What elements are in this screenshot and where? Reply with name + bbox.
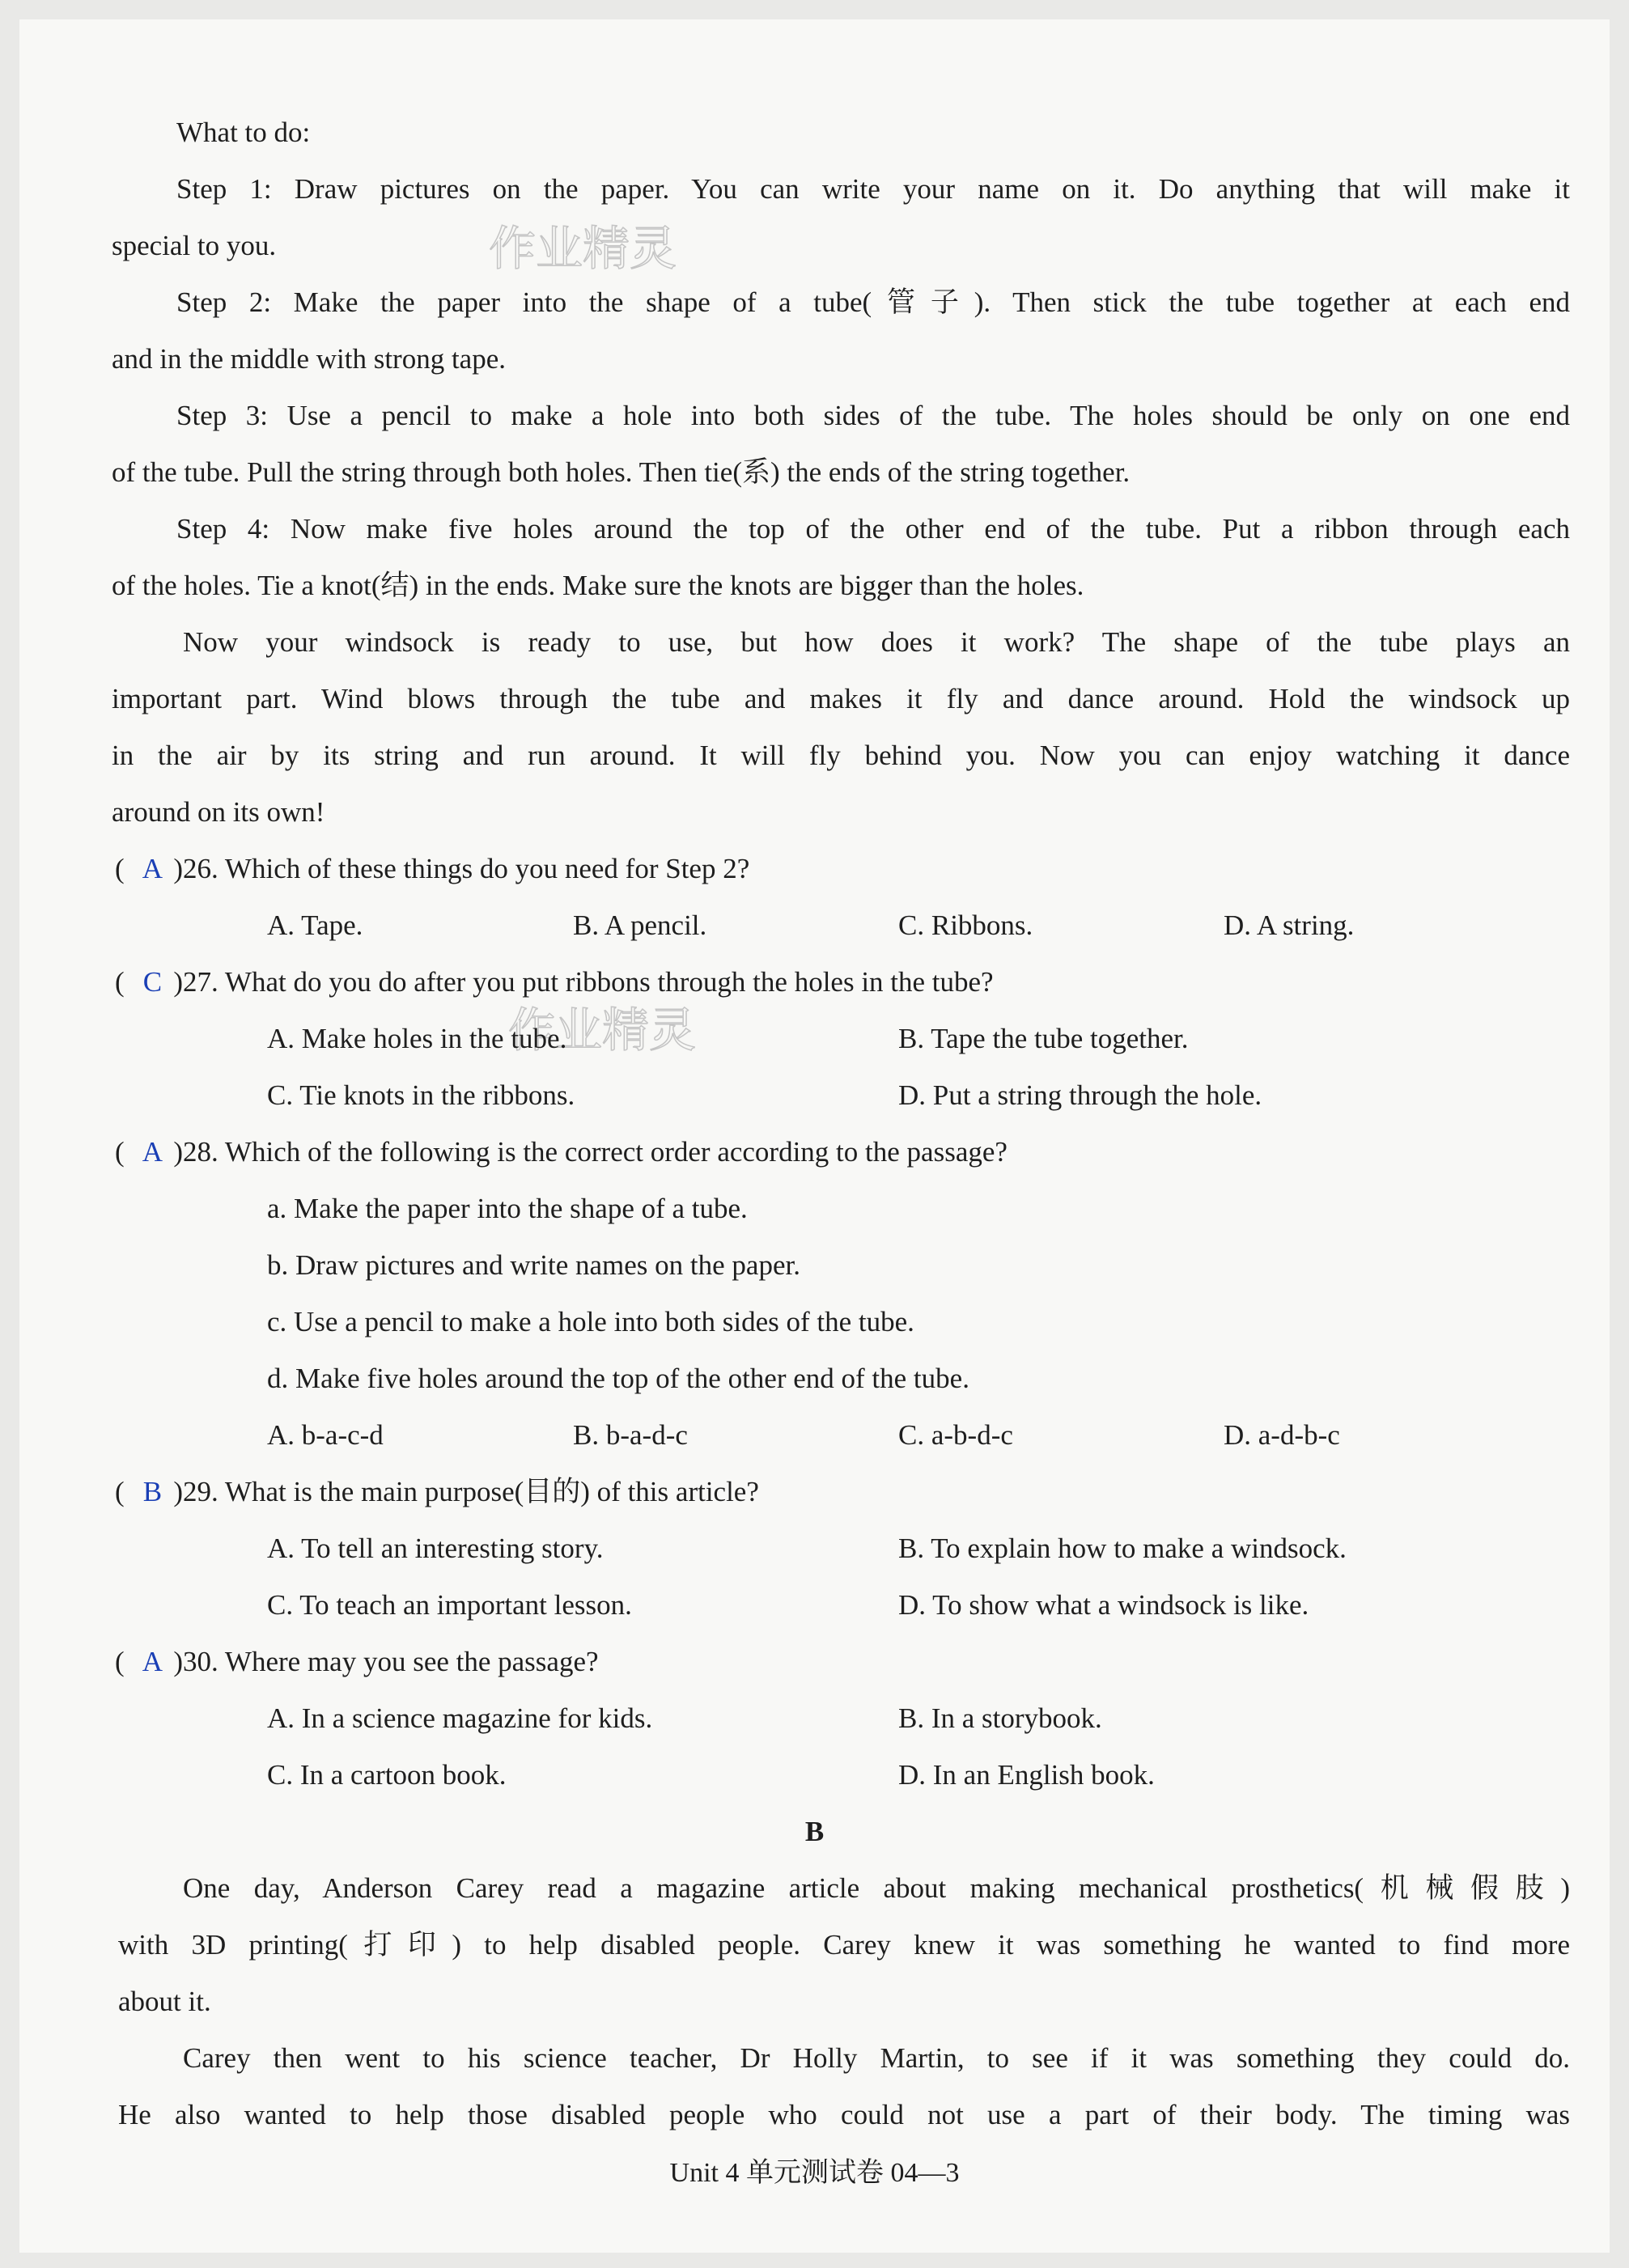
question-stem: )29. What is the main purpose(目的) of this article? xyxy=(173,1476,759,1507)
worksheet-page xyxy=(19,19,1610,2253)
section-b-p1-line-2: with 3D printing(打印) to help disabled people. Carey knew it was something he wanted to find more xyxy=(118,1929,1570,1961)
section-b-p1-line-3: about it. xyxy=(118,1986,211,2017)
q26-option-d: D. A string. xyxy=(1224,909,1355,941)
question-stem: )28. Which of the following is the correct order according to the passage? xyxy=(173,1136,1008,1168)
q29-option-a: A. To tell an interesting story. xyxy=(267,1532,604,1564)
step-1-line-1: Step 1: Draw pictures on the paper. You can write your name on it. Do anything that will make it xyxy=(176,173,1570,205)
what-to-do-heading: What to do: xyxy=(176,117,311,148)
q27-option-c: C. Tie knots in the ribbons. xyxy=(267,1079,575,1111)
answer-paren-open: ( xyxy=(115,966,125,998)
answer-paren-open: ( xyxy=(115,853,125,884)
question-26 xyxy=(115,851,749,887)
closing-line-4: around on its own! xyxy=(112,796,325,828)
answer-paren-open: ( xyxy=(115,1476,125,1507)
q28-option-c: C. a-b-d-c xyxy=(898,1419,1013,1451)
step-4-line-1: Step 4: Now make five holes around the top of the other end of the tube. Put a ribbon through each xyxy=(176,513,1570,545)
closing-line-1: Now your windsock is ready to use, but how does it work? The shape of the tube plays an xyxy=(183,626,1570,658)
question-stem: )27. What do you do after you put ribbons through the holes in the tube? xyxy=(173,966,994,998)
section-b-p2-line-1: Carey then went to his science teacher, Dr Holly Martin, to see if it was something they could do. xyxy=(183,2042,1570,2074)
closing-line-3: in the air by its string and run around. It will fly behind you. Now you can enjoy watching it dance xyxy=(112,740,1570,771)
q30-option-c: C. In a cartoon book. xyxy=(267,1759,507,1791)
step-2-line-2: and in the middle with strong tape. xyxy=(112,343,506,375)
answer-mark: B xyxy=(142,1476,163,1507)
q26-option-b: B. A pencil. xyxy=(573,909,707,941)
question-28 xyxy=(115,1134,1008,1170)
answer-mark: A xyxy=(142,1646,163,1677)
question-stem: )26. Which of these things do you need for Step 2? xyxy=(173,853,750,884)
step-2-line-1: Step 2: Make the paper into the shape of a tube(管子). Then stick the tube together at each end xyxy=(176,286,1570,318)
q26-option-c: C. Ribbons. xyxy=(898,909,1033,941)
q28-item-a: a. Make the paper into the shape of a tube. xyxy=(267,1193,748,1224)
q30-option-d: D. In an English book. xyxy=(898,1759,1155,1791)
q28-option-d: D. a-d-b-c xyxy=(1224,1419,1340,1451)
step-3-line-2: of the tube. Pull the string through both holes. Then tie(系) the ends of the string together. xyxy=(112,456,1131,488)
q27-option-a: A. Make holes in the tube. xyxy=(267,1023,567,1054)
section-b-heading: B xyxy=(804,1816,825,1847)
q29-option-c: C. To teach an important lesson. xyxy=(267,1589,632,1621)
closing-line-2: important part. Wind blows through the tube and makes it fly and dance around. Hold the windsock up xyxy=(112,683,1570,714)
q29-option-b: B. To explain how to make a windsock. xyxy=(898,1532,1347,1564)
q27-option-d: D. Put a string through the hole. xyxy=(898,1079,1262,1111)
q26-option-a: A. Tape. xyxy=(267,909,363,941)
answer-mark: C xyxy=(142,966,163,998)
question-30 xyxy=(115,1644,599,1680)
watermark: 作业精灵 xyxy=(489,221,677,276)
q28-item-d: d. Make five holes around the top of the other end of the tube. xyxy=(267,1363,969,1394)
section-b-p1-line-1: One day, Anderson Carey read a magazine article about making mechanical prosthetics(机械假肢) xyxy=(183,1872,1570,1904)
answer-mark: A xyxy=(142,853,163,884)
q30-option-a: A. In a science magazine for kids. xyxy=(267,1702,653,1734)
step-3-line-1: Step 3: Use a pencil to make a hole into both sides of the tube. The holes should be only on one end xyxy=(176,400,1570,431)
answer-paren-open: ( xyxy=(115,1646,125,1677)
question-29 xyxy=(115,1474,759,1510)
page-footer: Unit 4 单元测试卷 04—3 xyxy=(669,2158,960,2188)
section-b-p2-line-2: He also wanted to help those disabled people who could not use a part of their body. The timing was xyxy=(118,2099,1570,2130)
q29-option-d: D. To show what a windsock is like. xyxy=(898,1589,1309,1621)
q28-option-a: A. b-a-c-d xyxy=(267,1419,384,1451)
question-stem: )30. Where may you see the passage? xyxy=(173,1646,599,1677)
question-27 xyxy=(115,964,994,1000)
answer-mark: A xyxy=(142,1136,163,1168)
step-4-line-2: of the holes. Tie a knot(结) in the ends. Make sure the knots are bigger than the holes. xyxy=(112,570,1084,601)
q30-option-b: B. In a storybook. xyxy=(898,1702,1102,1734)
answer-paren-open: ( xyxy=(115,1136,125,1168)
step-1-line-2: special to you. xyxy=(112,230,277,261)
q28-item-b: b. Draw pictures and write names on the paper. xyxy=(267,1249,800,1281)
q27-option-b: B. Tape the tube together. xyxy=(898,1023,1189,1054)
q28-option-b: B. b-a-d-c xyxy=(573,1419,688,1451)
q28-item-c: c. Use a pencil to make a hole into both sides of the tube. xyxy=(267,1306,914,1337)
watermark: 作业精灵 xyxy=(508,1003,697,1058)
